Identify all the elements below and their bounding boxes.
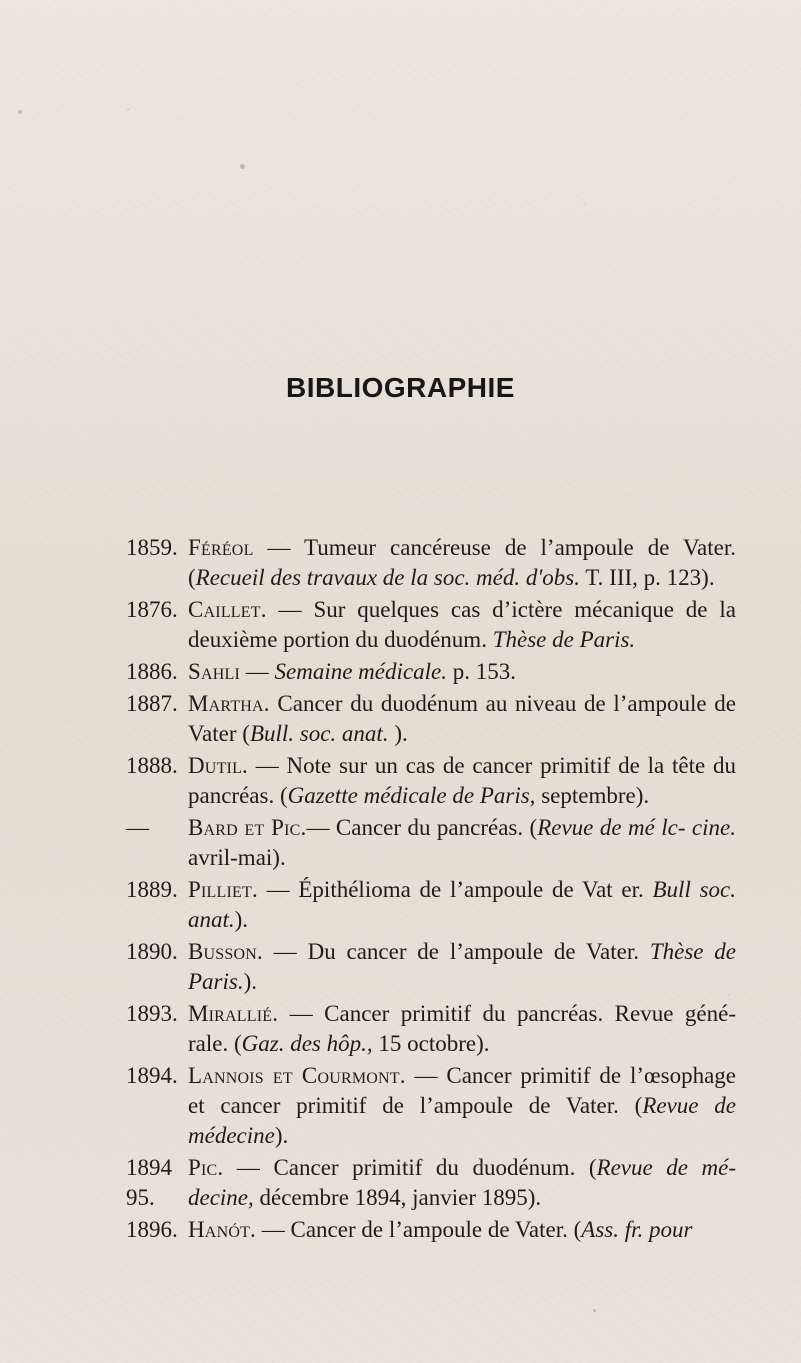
entry-body <box>188 657 736 687</box>
entry-after: septembre). <box>535 783 650 808</box>
entry-after: décembre 1894, janvier 1895). <box>253 1185 542 1210</box>
paper-speck <box>240 164 245 169</box>
bibliography-entry <box>126 657 736 687</box>
entry-author: Dutil. <box>188 753 248 778</box>
bibliography-entry <box>126 689 736 749</box>
entry-author: Bard et Pic. <box>188 815 307 840</box>
entry-text: — Épithélioma de l’ampoule de Vat er. <box>257 877 653 902</box>
entry-year: 1859. <box>126 535 178 560</box>
entry-citation: Gazette médicale de Paris, <box>287 783 536 808</box>
entry-body <box>188 1061 736 1151</box>
entry-year: 1888. <box>126 753 178 778</box>
entry-citation: Thèse de Paris. <box>188 939 736 994</box>
entry-year: 1876. <box>126 597 178 622</box>
entry-body <box>188 751 736 811</box>
entry-author: Mirallié. <box>188 1001 279 1026</box>
entry-citation: Gaz. des hôp., <box>241 1031 373 1056</box>
entry-body <box>188 595 736 655</box>
entry-after: ). <box>388 721 408 746</box>
entry-text: — Du cancer de l’ampoule de Vater. <box>262 939 650 964</box>
bibliography-entry <box>126 875 736 935</box>
entry-author: Lannois et Courmont. <box>188 1063 406 1088</box>
entry-body <box>188 813 736 873</box>
entry-year: 1894 95. <box>126 1155 172 1210</box>
entry-citation: Thèse de Paris. <box>492 627 636 652</box>
entry-body <box>188 875 736 935</box>
entry-author: Busson. <box>188 939 263 964</box>
paper-speck <box>593 1309 596 1312</box>
entry-author: Pilliet. <box>188 877 258 902</box>
entry-citation: Revue de mé lc- cine. <box>537 815 736 840</box>
bibliography-entry <box>126 751 736 811</box>
entry-text: — Cancer primitif de l’œsophage et cancer primitif de l’ampoule de Vater. ( <box>188 1063 736 1118</box>
entry-year: 1887. <box>126 691 178 716</box>
page-title: BIBLIOGRAPHIE <box>286 372 515 403</box>
entry-year: — <box>126 815 149 840</box>
entry-after: avril-mai). <box>188 845 286 870</box>
entry-author: Caillet. <box>188 597 267 622</box>
bibliography-list <box>126 533 736 1247</box>
entry-text: — Note sur un cas de cancer primitif de la tête du pancréas. ( <box>188 753 736 808</box>
bibliography-entry <box>126 813 736 873</box>
entry-year: 1886. <box>126 659 178 684</box>
entry-author: Hanót. <box>188 1217 256 1242</box>
entry-text: — Sur quelques cas d’ictère mécanique de la deuxième portion du duodénum. <box>188 597 736 652</box>
bibliography-entry <box>126 937 736 997</box>
entry-body <box>188 999 736 1059</box>
entry-text: — Tumeur cancéreuse de l’ampoule de Vater. ( <box>188 535 736 590</box>
entry-after: ). <box>274 1123 289 1148</box>
bibliography-entry <box>126 1153 736 1213</box>
entry-after: ). <box>234 907 249 932</box>
entry-body <box>188 1153 736 1213</box>
entry-text: — Cancer du pancréas. ( <box>306 815 538 840</box>
entry-author: Sahli <box>188 659 241 684</box>
entry-year: 1893. <box>126 1001 178 1026</box>
entry-text: Cancer du duodénum au niveau de l’ampoule de Vater ( <box>188 691 736 746</box>
entry-year: 1890. <box>126 939 178 964</box>
bibliography-entry <box>126 533 736 593</box>
entry-text: — Cancer primitif du duodénum. ( <box>223 1155 597 1180</box>
entry-text: — <box>240 659 275 684</box>
entry-year: 1896. <box>126 1217 178 1242</box>
entry-author: Pic. <box>188 1155 224 1180</box>
paper-speck <box>18 110 22 114</box>
entry-after: 15 octobre). <box>372 1031 490 1056</box>
entry-body <box>188 1215 736 1245</box>
entry-citation: Recueil des travaux de la soc. méd. d'obs. <box>195 565 580 590</box>
entry-after: T. III, p. 123). <box>580 565 715 590</box>
entry-body <box>188 937 736 997</box>
entry-body <box>188 533 736 593</box>
entry-year: 1889. <box>126 877 178 902</box>
entry-after: p. 153. <box>446 659 516 684</box>
entry-author: Martha. <box>188 691 270 716</box>
entry-citation: Bull soc. anat. <box>188 877 736 932</box>
bibliography-entry <box>126 595 736 655</box>
entry-text: — Cancer primitif du pancréas. Revue géné- rale. ( <box>188 1001 736 1056</box>
entry-citation: Revue de mé- decine, <box>188 1155 736 1210</box>
entry-citation: Revue de médecine <box>188 1093 737 1148</box>
entry-citation: Semaine médicale. <box>274 659 447 684</box>
bibliography-entry <box>126 999 736 1059</box>
entry-citation: Ass. fr. pour <box>581 1217 693 1242</box>
entry-citation: Bull. soc. anat. <box>249 721 389 746</box>
bibliography-entry <box>126 1061 736 1151</box>
entry-year: 1894. <box>126 1063 178 1088</box>
entry-after: ). <box>243 969 258 994</box>
entry-text: — Cancer de l’ampoule de Vater. ( <box>256 1217 582 1242</box>
bibliography-entry <box>126 1215 736 1245</box>
entry-author: Féréol <box>188 535 254 560</box>
entry-body <box>188 689 736 749</box>
